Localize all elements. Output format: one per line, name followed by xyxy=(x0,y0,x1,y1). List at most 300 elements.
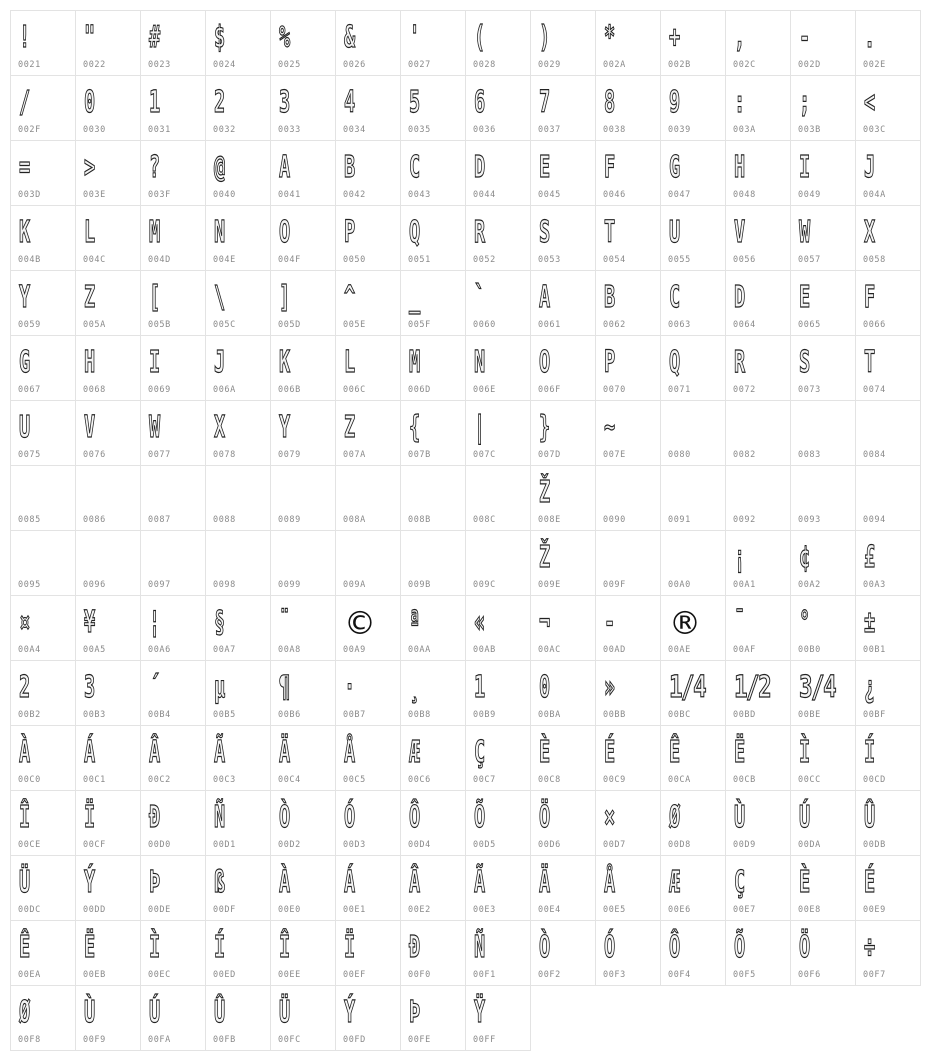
glyph-sample: Ñ xyxy=(214,800,224,835)
glyph-cell xyxy=(400,10,466,76)
glyph-cell xyxy=(400,335,466,401)
glyph-sample: H xyxy=(734,150,744,185)
unicode-code-label: 0099 xyxy=(278,580,301,590)
glyph-cell xyxy=(75,530,141,596)
unicode-code-label: 0043 xyxy=(408,190,431,200)
unicode-code-label: 00F0 xyxy=(408,970,431,980)
glyph-cell xyxy=(10,725,76,791)
glyph-sample: Ú xyxy=(799,800,809,835)
unicode-code-label: 0039 xyxy=(668,125,691,135)
glyph-cell xyxy=(530,465,596,531)
glyph-cell xyxy=(400,75,466,141)
unicode-code-label: 0048 xyxy=(733,190,756,200)
glyph-sample: 0 xyxy=(84,85,94,120)
glyph-cell xyxy=(10,855,76,921)
unicode-code-label: 00B2 xyxy=(18,710,41,720)
unicode-code-label: 0042 xyxy=(343,190,366,200)
glyph-sample: Ï xyxy=(84,800,94,835)
glyph-sample: ¢ xyxy=(799,540,809,575)
glyph-sample: Û xyxy=(864,800,874,835)
glyph-cell xyxy=(10,335,76,401)
unicode-code-label: 002F xyxy=(18,125,41,135)
glyph-cell xyxy=(400,725,466,791)
unicode-code-label: 009E xyxy=(538,580,561,590)
glyph-cell xyxy=(400,465,466,531)
glyph-cell xyxy=(75,400,141,466)
glyph-sample: Þ xyxy=(409,995,419,1030)
unicode-code-label: 0024 xyxy=(213,60,236,70)
glyph-sample: @ xyxy=(214,150,224,185)
glyph-sample: ¶ xyxy=(279,670,289,705)
unicode-code-label: 00D7 xyxy=(603,840,626,850)
unicode-code-label: 00FC xyxy=(278,1035,301,1045)
glyph-sample: 8 xyxy=(604,85,614,120)
glyph-cell xyxy=(10,660,76,726)
glyph-cell xyxy=(205,660,271,726)
glyph-sample: Ö xyxy=(539,800,549,835)
unicode-code-label: 0050 xyxy=(343,255,366,265)
unicode-code-label: 006A xyxy=(213,385,236,395)
glyph-sample: * xyxy=(604,20,614,55)
unicode-code-label: 006D xyxy=(408,385,431,395)
unicode-code-label: 0023 xyxy=(148,60,171,70)
glyph-cell xyxy=(660,855,726,921)
unicode-code-label: 00E4 xyxy=(538,905,561,915)
glyph-cell xyxy=(270,790,336,856)
glyph-cell xyxy=(10,920,76,986)
glyph-sample: Ç xyxy=(474,735,484,770)
unicode-code-label: 006E xyxy=(473,385,496,395)
glyph-sample: O xyxy=(279,215,289,250)
unicode-code-label: 005B xyxy=(148,320,171,330)
unicode-code-label: 00F5 xyxy=(733,970,756,980)
glyph-sample: Ä xyxy=(539,865,549,900)
unicode-code-label: 00AC xyxy=(538,645,561,655)
glyph-cell xyxy=(595,140,661,206)
unicode-code-label: 0087 xyxy=(148,515,171,525)
glyph-cell xyxy=(595,855,661,921)
unicode-code-label: 00FB xyxy=(213,1035,236,1045)
glyph-sample: » xyxy=(604,670,614,705)
glyph-cell xyxy=(75,465,141,531)
glyph-cell xyxy=(595,10,661,76)
unicode-code-label: 004A xyxy=(863,190,886,200)
unicode-code-label: 00D0 xyxy=(148,840,171,850)
unicode-code-label: 0077 xyxy=(148,450,171,460)
unicode-code-label: 002A xyxy=(603,60,626,70)
glyph-sample: [ xyxy=(149,280,159,315)
unicode-code-label: 0061 xyxy=(538,320,561,330)
glyph-sample: ' xyxy=(409,20,419,55)
glyph-sample: ¬ xyxy=(539,605,549,640)
glyph-sample: L xyxy=(84,215,94,250)
glyph-cell xyxy=(140,985,206,1051)
glyph-cell xyxy=(75,10,141,76)
glyph-sample: K xyxy=(19,215,29,250)
unicode-code-label: 0057 xyxy=(798,255,821,265)
unicode-code-label: 00A1 xyxy=(733,580,756,590)
glyph-cell xyxy=(205,10,271,76)
glyph-sample: D xyxy=(474,150,484,185)
glyph-cell xyxy=(335,595,401,661)
glyph-sample: Ó xyxy=(344,800,354,835)
glyph-sample: E xyxy=(799,280,809,315)
glyph-sample: } xyxy=(539,410,549,445)
glyph-cell xyxy=(75,75,141,141)
glyph-cell xyxy=(400,270,466,336)
unicode-code-label: 0029 xyxy=(538,60,561,70)
unicode-code-label: 005A xyxy=(83,320,106,330)
unicode-code-label: 00AB xyxy=(473,645,496,655)
glyph-cell xyxy=(595,920,661,986)
glyph-sample: 0 xyxy=(539,670,549,705)
glyph-cell xyxy=(595,270,661,336)
glyph-sample: Q xyxy=(409,215,419,250)
glyph-cell xyxy=(790,270,856,336)
unicode-code-label: 00E7 xyxy=(733,905,756,915)
unicode-code-label: 009A xyxy=(343,580,366,590)
unicode-code-label: 00B9 xyxy=(473,710,496,720)
glyph-cell xyxy=(855,920,921,986)
glyph-sample: × xyxy=(604,800,614,835)
glyph-cell xyxy=(75,205,141,271)
glyph-sample: A xyxy=(539,280,549,315)
glyph-sample: Ó xyxy=(604,930,614,965)
unicode-code-label: 00CD xyxy=(863,775,886,785)
glyph-cell xyxy=(660,205,726,271)
glyph-sample: 5 xyxy=(409,85,419,120)
unicode-code-label: 005E xyxy=(343,320,366,330)
glyph-sample: ~ xyxy=(604,410,614,445)
glyph-sample: ¨ xyxy=(279,605,289,640)
unicode-code-label: 00B0 xyxy=(798,645,821,655)
glyph-sample: 1 xyxy=(149,85,159,120)
glyph-sample: ´ xyxy=(149,670,159,705)
glyph-sample: D xyxy=(734,280,744,315)
unicode-code-label: 00B6 xyxy=(278,710,301,720)
glyph-cell xyxy=(595,530,661,596)
glyph-sample: ÷ xyxy=(864,930,874,965)
glyph-cell xyxy=(10,465,76,531)
glyph-sample: G xyxy=(669,150,679,185)
unicode-code-label: 008C xyxy=(473,515,496,525)
unicode-code-label: 00BE xyxy=(798,710,821,720)
unicode-code-label: 00DE xyxy=(148,905,171,915)
glyph-sample: . xyxy=(864,20,874,55)
unicode-code-label: 0076 xyxy=(83,450,106,460)
glyph-cell xyxy=(205,920,271,986)
unicode-code-label: 00BD xyxy=(733,710,756,720)
glyph-cell xyxy=(205,790,271,856)
glyph-sample: Ê xyxy=(669,735,679,770)
glyph-cell xyxy=(530,530,596,596)
unicode-code-label: 007C xyxy=(473,450,496,460)
glyph-sample: S xyxy=(539,215,549,250)
glyph-sample: Ø xyxy=(669,800,679,835)
unicode-code-label: 0046 xyxy=(603,190,626,200)
unicode-code-label: 007B xyxy=(408,450,431,460)
glyph-cell xyxy=(660,595,726,661)
unicode-code-label: 00AE xyxy=(668,645,691,655)
glyph-sample: & xyxy=(344,20,354,55)
glyph-cell xyxy=(205,465,271,531)
unicode-code-label: 00C7 xyxy=(473,775,496,785)
glyph-cell xyxy=(530,10,596,76)
glyph-cell xyxy=(595,660,661,726)
unicode-code-label: 00A0 xyxy=(668,580,691,590)
glyph-sample: « xyxy=(474,605,484,640)
unicode-code-label: 00F3 xyxy=(603,970,626,980)
glyph-cell xyxy=(725,465,791,531)
unicode-code-label: 0054 xyxy=(603,255,626,265)
unicode-code-label: 0058 xyxy=(863,255,886,265)
unicode-code-label: 00FD xyxy=(343,1035,366,1045)
glyph-cell xyxy=(725,530,791,596)
unicode-code-label: 00C2 xyxy=(148,775,171,785)
glyph-cell xyxy=(465,985,531,1051)
unicode-code-label: 00DC xyxy=(18,905,41,915)
unicode-code-label: 0091 xyxy=(668,515,691,525)
unicode-code-label: 00D4 xyxy=(408,840,431,850)
glyph-cell xyxy=(140,725,206,791)
glyph-cell xyxy=(530,790,596,856)
unicode-code-label: 0026 xyxy=(343,60,366,70)
unicode-code-label: 00D9 xyxy=(733,840,756,850)
glyph-sample: " xyxy=(84,20,94,55)
glyph-cell xyxy=(270,140,336,206)
unicode-code-label: 00E1 xyxy=(343,905,366,915)
glyph-cell xyxy=(205,335,271,401)
unicode-code-label: 00BA xyxy=(538,710,561,720)
unicode-code-label: 0045 xyxy=(538,190,561,200)
unicode-code-label: 00EB xyxy=(83,970,106,980)
unicode-code-label: 00EF xyxy=(343,970,366,980)
glyph-sample: _ xyxy=(409,280,419,315)
glyph-cell xyxy=(335,400,401,466)
unicode-code-label: 003F xyxy=(148,190,171,200)
glyph-sample: Õ xyxy=(734,930,744,965)
glyph-cell xyxy=(855,790,921,856)
glyph-cell xyxy=(335,530,401,596)
glyph-sample: M xyxy=(149,215,159,250)
glyph-cell xyxy=(660,465,726,531)
unicode-code-label: 0093 xyxy=(798,515,821,525)
unicode-code-label: 00B4 xyxy=(148,710,171,720)
unicode-code-label: 00BB xyxy=(603,710,626,720)
glyph-sample: J xyxy=(214,345,224,380)
unicode-code-label: 00D2 xyxy=(278,840,301,850)
glyph-sample: ( xyxy=(474,20,484,55)
glyph-cell xyxy=(465,855,531,921)
glyph-cell xyxy=(465,140,531,206)
unicode-code-label: 00AF xyxy=(733,645,756,655)
unicode-code-label: 008A xyxy=(343,515,366,525)
glyph-sample: Ä xyxy=(279,735,289,770)
glyph-cell xyxy=(465,595,531,661)
glyph-sample: ; xyxy=(799,85,809,120)
glyph-sample: W xyxy=(149,410,159,445)
glyph-cell xyxy=(855,75,921,141)
unicode-code-label: 00FA xyxy=(148,1035,171,1045)
glyph-cell xyxy=(660,920,726,986)
glyph-cell xyxy=(465,75,531,141)
glyph-sample: Î xyxy=(279,930,289,965)
glyph-cell xyxy=(10,400,76,466)
glyph-sample: ^ xyxy=(344,280,354,315)
unicode-code-label: 00A3 xyxy=(863,580,886,590)
glyph-cell xyxy=(465,335,531,401)
glyph-cell xyxy=(725,75,791,141)
glyph-sample: Ô xyxy=(669,930,679,965)
glyph-sample: ¸ xyxy=(409,670,419,705)
glyph-sample: I xyxy=(799,150,809,185)
glyph-cell xyxy=(140,75,206,141)
unicode-code-label: 0078 xyxy=(213,450,236,460)
unicode-code-label: 00EA xyxy=(18,970,41,980)
unicode-code-label: 0097 xyxy=(148,580,171,590)
glyph-sample: 1/2 xyxy=(734,670,771,705)
glyph-cell xyxy=(855,10,921,76)
glyph-sample: U xyxy=(19,410,29,445)
glyph-sample: Ñ xyxy=(474,930,484,965)
unicode-code-label: 00EC xyxy=(148,970,171,980)
unicode-code-label: 006C xyxy=(343,385,366,395)
glyph-cell xyxy=(400,985,466,1051)
glyph-cell xyxy=(10,595,76,661)
glyph-cell xyxy=(75,725,141,791)
unicode-code-label: 002D xyxy=(798,60,821,70)
glyph-cell xyxy=(400,920,466,986)
glyph-sample: P xyxy=(344,215,354,250)
glyph-sample: ® xyxy=(669,604,699,642)
glyph-cell xyxy=(270,400,336,466)
unicode-code-label: 00C4 xyxy=(278,775,301,785)
glyph-sample: Ù xyxy=(734,800,744,835)
unicode-code-label: 0069 xyxy=(148,385,171,395)
unicode-code-label: 0031 xyxy=(148,125,171,135)
glyph-cell xyxy=(335,465,401,531)
unicode-code-label: 0044 xyxy=(473,190,496,200)
glyph-cell xyxy=(790,75,856,141)
glyph-cell xyxy=(790,205,856,271)
glyph-sample: G xyxy=(19,345,29,380)
glyph-sample: ` xyxy=(474,280,484,315)
glyph-sample: N xyxy=(474,345,484,380)
glyph-sample: C xyxy=(409,150,419,185)
glyph-cell xyxy=(595,75,661,141)
glyph-sample: È xyxy=(799,865,809,900)
glyph-sample: Ü xyxy=(19,865,29,900)
glyph-sample: Ç xyxy=(734,865,744,900)
unicode-code-label: 00C5 xyxy=(343,775,366,785)
glyph-cell xyxy=(400,205,466,271)
glyph-sample: 3 xyxy=(84,670,94,705)
glyph-cell xyxy=(400,595,466,661)
unicode-code-label: 00E6 xyxy=(668,905,691,915)
unicode-code-label: 00CE xyxy=(18,840,41,850)
unicode-code-label: 006B xyxy=(278,385,301,395)
unicode-code-label: 002B xyxy=(668,60,691,70)
unicode-code-label: 0089 xyxy=(278,515,301,525)
glyph-cell xyxy=(530,335,596,401)
unicode-code-label: 0079 xyxy=(278,450,301,460)
glyph-cell xyxy=(790,660,856,726)
glyph-sample: Á xyxy=(344,865,354,900)
glyph-sample: < xyxy=(864,85,874,120)
unicode-code-label: 008E xyxy=(538,515,561,525)
glyph-cell xyxy=(335,75,401,141)
glyph-sample: 1 xyxy=(474,670,484,705)
glyph-cell xyxy=(660,660,726,726)
glyph-cell xyxy=(10,790,76,856)
glyph-sample: Í xyxy=(864,735,874,770)
unicode-code-label: 00B7 xyxy=(343,710,366,720)
glyph-cell xyxy=(790,530,856,596)
glyph-sample: ¦ xyxy=(149,605,159,640)
unicode-code-label: 0051 xyxy=(408,255,431,265)
unicode-code-label: 0033 xyxy=(278,125,301,135)
glyph-sample: À xyxy=(279,865,289,900)
glyph-cell xyxy=(725,10,791,76)
unicode-code-label: 0038 xyxy=(603,125,626,135)
glyph-cell xyxy=(140,205,206,271)
glyph-sample: Ý xyxy=(84,865,94,900)
glyph-cell xyxy=(530,725,596,791)
unicode-code-label: 00B8 xyxy=(408,710,431,720)
glyph-cell xyxy=(75,855,141,921)
unicode-code-label: 00C9 xyxy=(603,775,626,785)
unicode-code-label: 0041 xyxy=(278,190,301,200)
glyph-cell xyxy=(205,855,271,921)
unicode-code-label: 00A8 xyxy=(278,645,301,655)
unicode-code-label: 00B3 xyxy=(83,710,106,720)
glyph-cell xyxy=(270,75,336,141)
unicode-code-label: 00CB xyxy=(733,775,756,785)
unicode-code-label: 006F xyxy=(538,385,561,395)
glyph-cell xyxy=(725,335,791,401)
glyph-sample: U xyxy=(669,215,679,250)
glyph-cell xyxy=(530,660,596,726)
unicode-code-label: 00DA xyxy=(798,840,821,850)
glyph-cell xyxy=(595,205,661,271)
glyph-cell xyxy=(75,790,141,856)
glyph-sample: 3 xyxy=(279,85,289,120)
glyph-sample: È xyxy=(539,735,549,770)
glyph-cell xyxy=(530,400,596,466)
glyph-cell xyxy=(140,790,206,856)
glyph-cell xyxy=(140,920,206,986)
glyph-cell xyxy=(140,855,206,921)
unicode-code-label: 00B1 xyxy=(863,645,886,655)
glyph-cell xyxy=(140,595,206,661)
glyph-sample: # xyxy=(149,20,159,55)
unicode-code-label: 0096 xyxy=(83,580,106,590)
glyph-sample: À xyxy=(19,735,29,770)
glyph-cell xyxy=(270,10,336,76)
glyph-cell xyxy=(855,335,921,401)
glyph-sample: Ž xyxy=(539,540,549,575)
unicode-code-label: 004B xyxy=(18,255,41,265)
glyph-sample: 6 xyxy=(474,85,484,120)
glyph-sample: T xyxy=(604,215,614,250)
glyph-sample: Ò xyxy=(539,930,549,965)
glyph-sample: ª xyxy=(409,605,419,640)
glyph-sample: - xyxy=(799,20,809,55)
glyph-cell xyxy=(725,725,791,791)
glyph-sample: § xyxy=(214,605,224,640)
glyph-cell xyxy=(855,725,921,791)
glyph-cell xyxy=(75,985,141,1051)
